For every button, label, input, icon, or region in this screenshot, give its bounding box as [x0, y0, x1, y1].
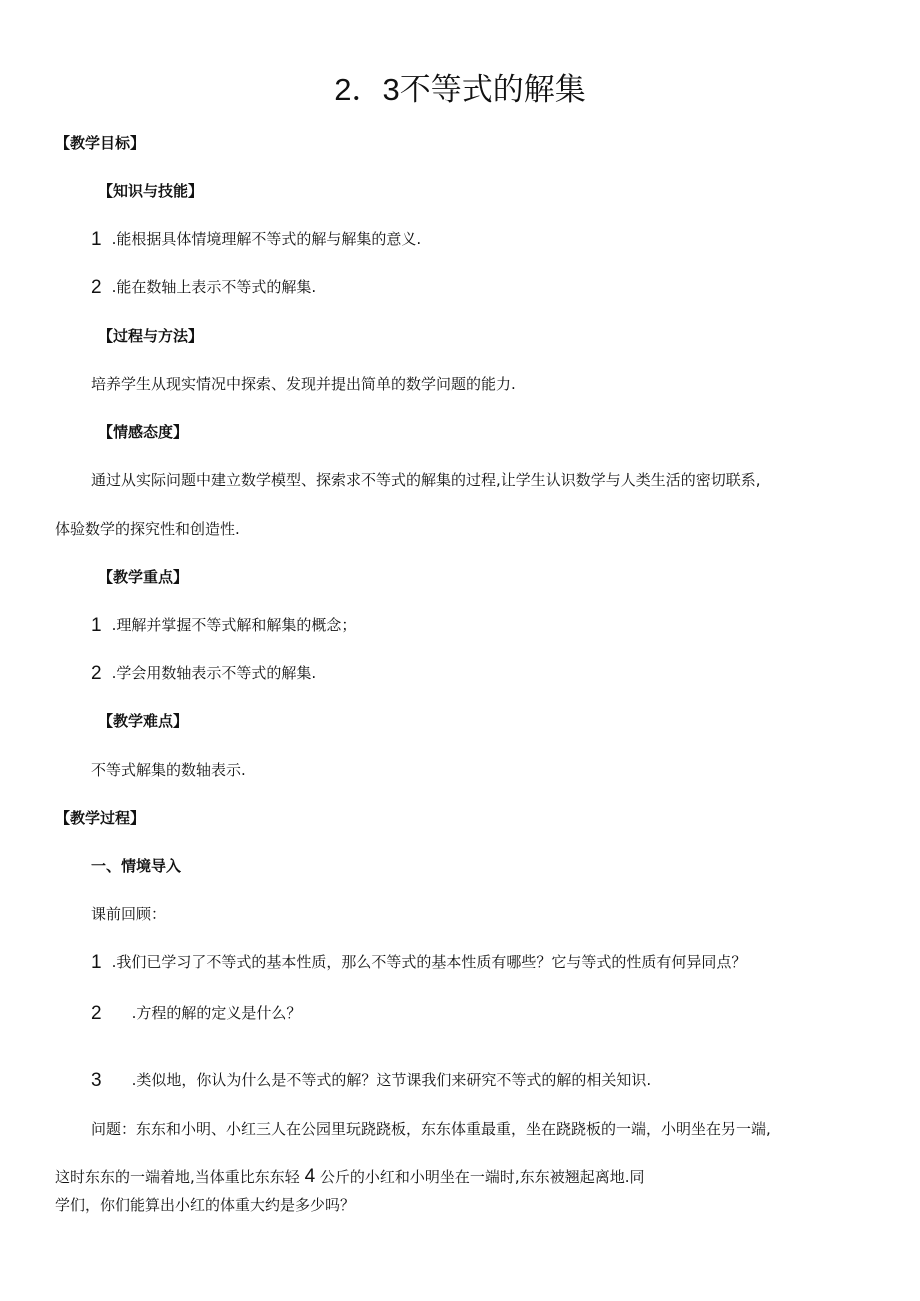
item-text: .方程的解的定义是什么？ [131, 1004, 302, 1022]
title-text: 不等式的解集 [399, 72, 586, 108]
heading-emotion-attitude: 【情感态度】 [98, 423, 189, 441]
heading-intro: 一、情境导入 [91, 857, 182, 875]
knowledge-item-2 [91, 277, 316, 298]
review-question-2 [91, 1003, 301, 1024]
problem-text-part: 这时东东的一端着地,当体重比东东轻 [55, 1168, 300, 1186]
process-method-text: 培养学生从现实情况中探索、发现并提出简单的数学问题的能力. [91, 375, 516, 393]
heading-knowledge-skills: 【知识与技能】 [98, 182, 204, 200]
heading-difficult-points: 【教学难点】 [98, 712, 189, 730]
review-question-1 [91, 952, 746, 973]
item-number: 2 [91, 663, 102, 684]
heading-key-points: 【教学重点】 [98, 568, 189, 586]
heading-teaching-goals: 【教学目标】 [55, 134, 146, 152]
title-number: 2．3 [334, 72, 400, 107]
item-text: .理解并掌握不等式解和解集的概念； [111, 616, 357, 634]
emotion-attitude-text-line-1: 通过从实际问题中建立数学模型、探索求不等式的解集的过程,让学生认识数学与人类生活的密切联系, [91, 471, 761, 489]
page-title [0, 68, 920, 112]
problem-text-line-1: 问题：东东和小明、小红三人在公园里玩跷跷板，东东体重最重，坐在跷跷板的一端，小明坐在另一端, [91, 1120, 771, 1138]
item-number: 1 [91, 229, 102, 250]
item-number: 2 [91, 277, 102, 298]
item-number: 1 [91, 952, 102, 973]
key-point-item-1 [91, 615, 356, 636]
item-number: 3 [91, 1070, 102, 1091]
heading-process-method: 【过程与方法】 [98, 327, 204, 345]
item-text: .我们已学习了不等式的基本性质，那么不等式的基本性质有哪些？它与等式的性质有何异同点？ [111, 953, 747, 971]
item-number: 1 [91, 615, 102, 636]
item-number: 2 [91, 1003, 102, 1024]
problem-number: 4 [304, 1166, 316, 1187]
item-text: .类似地，你认为什么是不等式的解？这节课我们来研究不等式的解的相关知识. [131, 1071, 652, 1089]
item-text: .能根据具体情境理解不等式的解与解集的意义. [111, 230, 422, 248]
problem-text-part: 公斤的小红和小明坐在一端时,东东被翘起离地.同 [319, 1168, 645, 1186]
review-label: 课前回顾： [91, 905, 167, 923]
emotion-attitude-text-line-2: 体验数学的探究性和创造性. [55, 520, 240, 538]
review-question-3 [91, 1070, 651, 1091]
item-text: .学会用数轴表示不等式的解集. [111, 664, 317, 682]
heading-teaching-process: 【教学过程】 [55, 809, 146, 827]
problem-text-line-2 [55, 1167, 644, 1187]
item-text: .能在数轴上表示不等式的解集. [111, 278, 317, 296]
knowledge-item-1 [91, 229, 421, 250]
difficult-points-text: 不等式解集的数轴表示. [91, 761, 246, 779]
key-point-item-2 [91, 663, 316, 684]
problem-text-line-3: 学们，你们能算出小红的体重大约是多少吗？ [55, 1196, 356, 1214]
